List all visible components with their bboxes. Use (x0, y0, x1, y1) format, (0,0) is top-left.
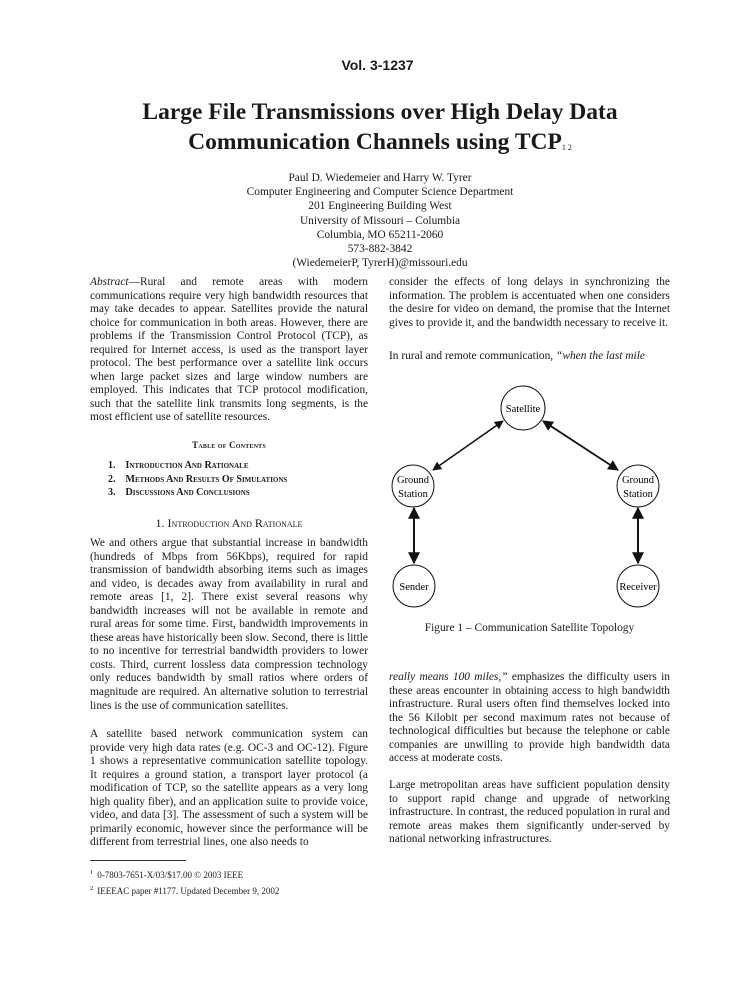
section-heading: 1. Introduction And Rationale (155, 516, 303, 530)
node-sender (393, 565, 435, 607)
toc-item: 1. Introduction And Rationale (108, 460, 249, 471)
footnote-divider (90, 860, 186, 861)
toc-title: Table of Contents (192, 440, 266, 450)
svg-text:Ground: Ground (396, 475, 430, 486)
link-satellite-ground-left (433, 421, 503, 470)
svg-text:Ground: Ground (621, 475, 655, 486)
abstract-label: Abstract (90, 276, 129, 288)
author-phone: 573-882-3842 (347, 243, 413, 256)
volume-header: Vol. 3-1237 (341, 57, 414, 73)
svg-text:Sender: Sender (399, 582, 429, 593)
abstract (90, 276, 368, 425)
paragraph: really means 100 miles,” emphasizes the difficulty users in these areas encounter in obtaining access to high bandwidth infrastructure. Rural users often find themselves locked into the 56 Kilobit per second maximum rates not because of technological difficulties but because the telephone or cable companies are unwilling to provide high bandwidth data access at moderate costs. (389, 671, 671, 765)
paragraph: consider the effects of long delays in synchronizing the information. The problem is accentuated when one considers the desire for video on demand, the promise that the Internet gives to provide it, and the bandwidth necessary to receive it. (389, 276, 670, 329)
author-email: (WiedemeierP, TyrerH)@missouri.edu (292, 257, 468, 270)
title-footnote-marks: 1 2 (561, 143, 572, 152)
node-receiver (617, 565, 659, 607)
abstract-text: —Rural and remote areas with modern communications require very high bandwidth resources that may take decades to appear. Satellites provide the natural choice for communication in both areas. However, there are problems if the Transmission Control Protocol (TCP), as required for Internet access, is used as the transport layer protocol. The best performance over a satellite link occurs when large packet sizes and large window numbers are employed. This indicates that TCP protocol modification, such that the satellite link transmits long segments, is the most efficient use of satellite resources. (90, 276, 368, 424)
table-of-contents (108, 459, 287, 500)
footnotes (90, 866, 279, 898)
figure-caption: Figure 1 – Communication Satellite Topology (424, 622, 635, 634)
author-department: Computer Engineering and Computer Science Department (246, 186, 514, 199)
footnote: $^1$ 0-7803-7651-X/03/$17.00 © 2003 IEEE (90, 869, 244, 880)
toc-item: 3. Discussions And Conclusions (108, 487, 250, 498)
paragraph: A satellite based network communication system can provide very high data rates (e.g. OC-3 and OC-12). Figure 1 shows a representative communication satellite topology. It requires a ground station, a transport layer protocol (a modification of TCP, so the satellite appears as a very long high quality fiber), and an application suite to provide voice, video, and data [3]. The assessment of such a system will be primarily economic, however since the performance will be different from terrestrial lines, one also needs to (90, 728, 368, 849)
author-university: University of Missouri – Columbia (299, 214, 461, 227)
author-building: 201 Engineering Building West (308, 200, 452, 213)
satellite-topology-diagram (385, 380, 685, 610)
title-line-2: Communication Channels using $TCP^{1 2}$ (188, 129, 572, 155)
author-names: Paul D. Wiedemeier and Harry W. Tyrer (288, 172, 472, 184)
footnote: $^2$ IEEEAC paper #1177. Updated December 9, 2002 (90, 885, 280, 896)
node-satellite (501, 386, 545, 430)
paragraph: We and others argue that substantial increase in bandwidth (hundreds of Mbps from 56Kbps), required for rapid transmission of bandwidth absorbing items such as images and video, is decades away from availability in rural and remote areas [1, 2]. There exist several reasons why bandwidth increases will not be available in remote and rural areas for some time. First, bandwidth improvements in these areas have historically been slow. Second, there is little to no incentive for terrestrial bandwidth providers to lower costs. Third, current lossless data compression technology only reduces bandwidth by small ratios where orders of magnitude are required. An alternative solution to terrestrial lines is the use of communication satellites. (90, 537, 368, 712)
toc-item: 2. Methods And Results Of Simulations (108, 473, 288, 485)
link-satellite-ground-right (543, 421, 618, 470)
svg-text:Station: Station (623, 489, 653, 500)
paper-title (60, 97, 700, 157)
svg-text:Satellite: Satellite (505, 404, 541, 415)
paragraph: Large metropolitan areas have sufficient population density to support rapid change and upgrade of networking infrastructure. In contrast, the reduced population in rural and remote areas makes them significantly under-served by national networking infrastructures. (389, 779, 670, 846)
svg-text:Station: Station (398, 489, 428, 500)
svg-text:Receiver: Receiver (619, 582, 657, 593)
node-ground-station-left (392, 465, 434, 507)
node-ground-station-right (617, 465, 659, 507)
author-block (180, 171, 580, 270)
title-line-1: Large File Transmissions over High Delay Data (142, 99, 618, 125)
paragraph: In rural and remote communication, “when the last mile (389, 350, 645, 362)
author-city: Columbia, MO 65211-2060 (316, 228, 444, 241)
